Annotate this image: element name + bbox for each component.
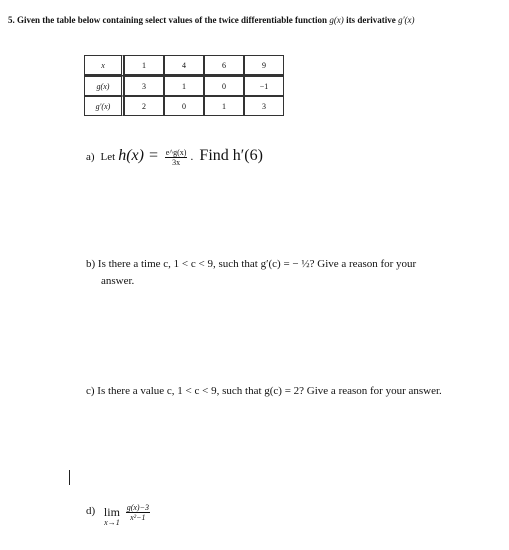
part-c: c) Is there a value c, 1 < c < 9, such that g(c) = 2? Give a reason for your answer. <box>86 385 442 397</box>
part-d-label: d) <box>86 505 96 517</box>
table-cell: 0 <box>164 96 204 116</box>
part-a-find: Find h′(6) <box>199 147 263 164</box>
question-title-text: 5. Given the table below containing select values of the twice differentiable function <box>8 15 328 25</box>
limit-text: lim <box>103 505 120 519</box>
part-d <box>86 505 153 527</box>
table-cell: 1 <box>204 96 244 116</box>
row-label-g-prime: g′(x) <box>84 96 124 116</box>
g-prime-of-x: g′(x) <box>398 15 415 25</box>
table-cell: 1 <box>164 76 204 96</box>
row-label-x: x <box>84 55 124 76</box>
table-row-g-prime <box>84 96 284 116</box>
part-a-label: a) <box>86 151 95 163</box>
table-row-g <box>84 76 284 96</box>
table-cell: 6 <box>204 55 244 76</box>
part-a-numerator: e^g(x) <box>165 147 187 157</box>
text-cursor <box>69 470 70 485</box>
part-a-fraction <box>165 148 188 167</box>
table-cell: 4 <box>164 55 204 76</box>
limit-subscript: x→1 <box>104 518 120 527</box>
table-cell: 1 <box>124 55 164 76</box>
part-b-line2: answer. <box>101 275 135 287</box>
table-cell: 3 <box>124 76 164 96</box>
question-title <box>8 15 415 25</box>
table-cell: 9 <box>244 55 284 76</box>
table-cell: 2 <box>124 96 164 116</box>
part-a-lhs: h(x) = <box>118 147 159 164</box>
table-row-x <box>84 55 284 76</box>
row-label-g: g(x) <box>84 76 124 96</box>
table-cell: 0 <box>204 76 244 96</box>
part-d-denominator: x²−1 <box>130 513 146 522</box>
table-cell: 3 <box>244 96 284 116</box>
part-a-let: Let <box>100 151 116 163</box>
part-d-numerator: g(x)−3 <box>126 503 149 512</box>
part-a-period: . <box>190 149 194 163</box>
limit-operator <box>104 505 120 527</box>
table-cell: −1 <box>244 76 284 96</box>
part-d-fraction <box>126 503 150 522</box>
part-a <box>86 147 263 167</box>
question-mid-text: its derivative <box>346 15 396 25</box>
values-table <box>84 55 284 116</box>
part-b-line1: b) Is there a time c, 1 < c < 9, such that g′(c) = − ½? Give a reason for your <box>86 258 417 270</box>
part-a-denominator: 3x <box>172 157 181 167</box>
g-of-x: g(x) <box>329 15 344 25</box>
